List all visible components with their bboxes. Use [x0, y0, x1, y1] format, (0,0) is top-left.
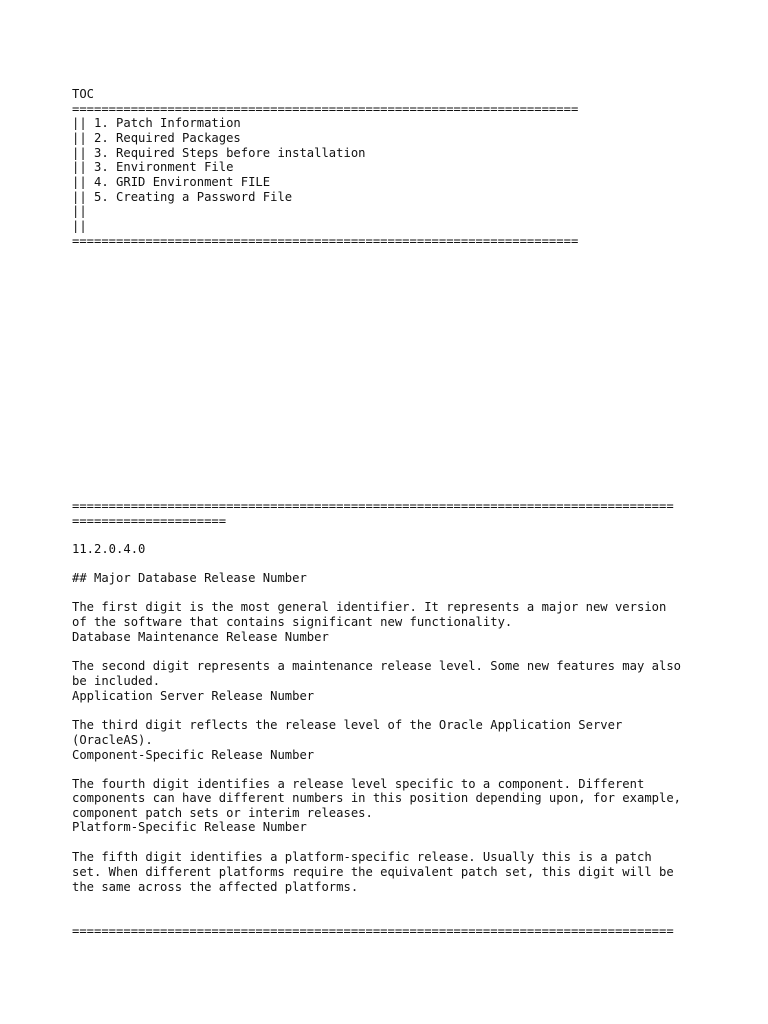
paragraph-line: of the software that contains significant new functionality.: [72, 615, 513, 629]
toc-item: || 3. Environment File: [72, 160, 234, 174]
toc-rule-top: =====================================================================: [72, 102, 579, 116]
paragraph-line: set. When different platforms require the equivalent patch set, this digit will be: [72, 865, 674, 879]
toc-item: ||: [72, 219, 87, 233]
paragraph-line: The third digit reflects the release level of the Oracle Application Server: [72, 718, 623, 732]
section-rule-bottom: ==================================================================================: [72, 924, 674, 938]
paragraph-line: components can have different numbers in this position depending upon, for example,: [72, 791, 682, 805]
toc-item: || 1. Patch Information: [72, 116, 241, 130]
paragraph-line: The fifth digit identifies a platform-specific release. Usually this is a patch: [72, 850, 652, 864]
paragraph-line: The first digit is the most general identifier. It represents a major new version: [72, 600, 667, 614]
toc-heading: TOC: [72, 87, 95, 101]
toc-item: || 3. Required Steps before installation: [72, 146, 366, 160]
toc-item: || 4. GRID Environment FILE: [72, 175, 271, 189]
toc-rule-bottom: =====================================================================: [72, 234, 579, 248]
paragraph-line: (OracleAS).: [72, 733, 153, 747]
section-rule-top-continued: =====================: [72, 514, 227, 528]
paragraph-line: The fourth digit identifies a release level specific to a component. Different: [72, 777, 645, 791]
subheading: Component-Specific Release Number: [72, 748, 315, 762]
version-number: 11.2.0.4.0: [72, 542, 146, 556]
section-heading: ## Major Database Release Number: [72, 571, 307, 585]
paragraph-line: be included.: [72, 674, 161, 688]
toc-item: ||: [72, 204, 87, 218]
subheading: Database Maintenance Release Number: [72, 630, 329, 644]
toc-item: || 2. Required Packages: [72, 131, 241, 145]
paragraph-line: The second digit represents a maintenance release level. Some new features may also: [72, 659, 682, 673]
paragraph-line: the same across the affected platforms.: [72, 880, 359, 894]
section-rule-top: ==================================================================================: [72, 499, 674, 513]
paragraph-line: component patch sets or interim releases.: [72, 806, 373, 820]
toc-item: || 5. Creating a Password File: [72, 190, 293, 204]
subheading: Application Server Release Number: [72, 689, 315, 703]
subheading: Platform-Specific Release Number: [72, 820, 307, 834]
